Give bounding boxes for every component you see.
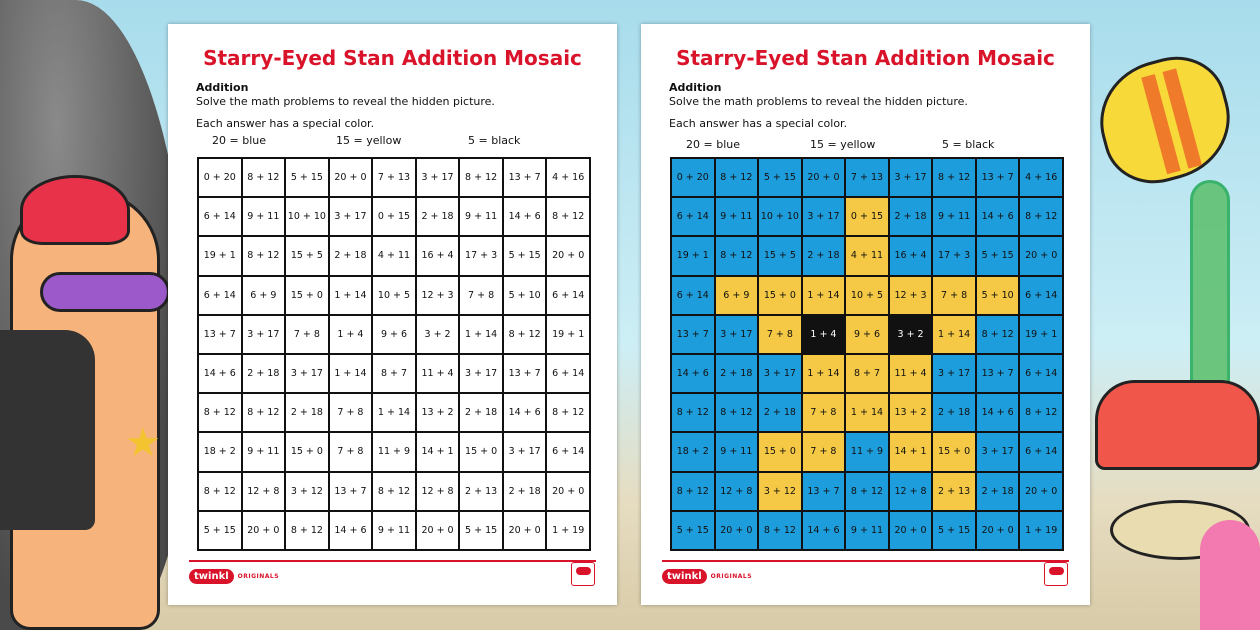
grid-cell: 1 + 14 <box>329 354 373 393</box>
instruction-text: Solve the math problems to reveal the hidden picture. <box>196 95 495 108</box>
grid-cell: 5 + 10 <box>503 276 547 315</box>
grid-cell: 7 + 8 <box>932 276 976 315</box>
grid-cell: 6 + 14 <box>546 276 590 315</box>
grid-cell: 11 + 4 <box>416 354 460 393</box>
grid-cell: 20 + 0 <box>889 511 933 550</box>
grid-cell: 3 + 17 <box>932 354 976 393</box>
grid-cell: 2 + 18 <box>889 197 933 236</box>
grid-cell: 7 + 13 <box>372 158 416 197</box>
quality-badge-icon <box>1044 562 1068 586</box>
grid-cell: 3 + 17 <box>242 315 286 354</box>
grid-cell: 2 + 13 <box>459 472 503 511</box>
grid-cell: 6 + 14 <box>546 354 590 393</box>
grid-cell: 14 + 6 <box>802 511 846 550</box>
grid-cell: 18 + 2 <box>671 432 715 471</box>
grid-cell: 7 + 8 <box>285 315 329 354</box>
grid-cell: 13 + 7 <box>198 315 242 354</box>
grid-cell: 0 + 20 <box>198 158 242 197</box>
grid-cell: 9 + 11 <box>932 197 976 236</box>
grid-cell: 12 + 8 <box>715 472 759 511</box>
grid-cell: 14 + 6 <box>976 393 1020 432</box>
grid-cell: 14 + 1 <box>889 432 933 471</box>
grid-cell: 11 + 9 <box>372 432 416 471</box>
color-key-0: 20 = blue <box>212 134 266 147</box>
grid-cell: 15 + 0 <box>932 432 976 471</box>
grid-cell: 7 + 8 <box>459 276 503 315</box>
grid-cell: 9 + 11 <box>459 197 503 236</box>
grid-cell: 2 + 18 <box>285 393 329 432</box>
grid-cell: 3 + 17 <box>889 158 933 197</box>
grid-cell: 20 + 0 <box>715 511 759 550</box>
grid-cell: 7 + 8 <box>802 432 846 471</box>
star-necklace-icon: ★ <box>125 420 161 466</box>
grid-cell: 17 + 3 <box>932 236 976 275</box>
seaweed-illustration <box>1190 180 1230 400</box>
twinkl-logo <box>662 567 752 585</box>
grid-cell: 20 + 0 <box>242 511 286 550</box>
grid-cell: 5 + 15 <box>503 236 547 275</box>
grid-cell: 9 + 11 <box>845 511 889 550</box>
grid-cell: 13 + 7 <box>671 315 715 354</box>
grid-cell: 9 + 11 <box>715 197 759 236</box>
grid-cell: 20 + 0 <box>1019 472 1063 511</box>
worksheet-title: Starry-Eyed Stan Addition Mosaic <box>203 46 582 70</box>
brand-name: twinkl <box>189 569 234 584</box>
grid-cell: 2 + 18 <box>416 197 460 236</box>
grid-cell: 14 + 6 <box>198 354 242 393</box>
grid-cell: 1 + 14 <box>329 276 373 315</box>
grid-cell: 7 + 8 <box>329 393 373 432</box>
grid-cell: 15 + 0 <box>758 432 802 471</box>
grid-cell: 8 + 12 <box>459 158 503 197</box>
grid-cell: 2 + 13 <box>932 472 976 511</box>
grid-cell: 5 + 10 <box>976 276 1020 315</box>
brand-sub: ORIGINALS <box>237 572 280 580</box>
grid-cell: 8 + 12 <box>715 236 759 275</box>
grid-cell: 14 + 1 <box>416 432 460 471</box>
brand-sub: ORIGINALS <box>710 572 753 580</box>
color-key-0: 20 = blue <box>686 138 740 151</box>
grid-cell: 13 + 7 <box>503 158 547 197</box>
worksheet-title: Starry-Eyed Stan Addition Mosaic <box>676 46 1055 70</box>
worksheet-colored <box>641 24 1090 605</box>
grid-cell: 5 + 15 <box>932 511 976 550</box>
footer-divider <box>189 560 596 562</box>
grid-cell: 20 + 0 <box>416 511 460 550</box>
grid-cell: 6 + 14 <box>1019 276 1063 315</box>
grid-cell: 3 + 17 <box>416 158 460 197</box>
grid-cell: 12 + 3 <box>416 276 460 315</box>
grid-cell: 0 + 15 <box>845 197 889 236</box>
grid-cell: 8 + 12 <box>546 197 590 236</box>
grid-cell: 3 + 12 <box>758 472 802 511</box>
grid-cell: 4 + 11 <box>372 236 416 275</box>
grid-cell: 9 + 6 <box>372 315 416 354</box>
grid-cell: 13 + 2 <box>889 393 933 432</box>
grid-cell: 11 + 9 <box>845 432 889 471</box>
grid-cell: 14 + 6 <box>503 393 547 432</box>
grid-cell: 15 + 0 <box>285 276 329 315</box>
footer-divider <box>662 560 1069 562</box>
grid-cell: 8 + 12 <box>715 158 759 197</box>
mosaic-grid <box>670 157 1064 551</box>
grid-cell: 8 + 12 <box>1019 393 1063 432</box>
grid-cell: 17 + 3 <box>459 236 503 275</box>
grid-cell: 12 + 8 <box>416 472 460 511</box>
grid-cell: 3 + 17 <box>329 197 373 236</box>
grid-cell: 11 + 4 <box>889 354 933 393</box>
grid-cell: 8 + 12 <box>242 393 286 432</box>
grid-cell: 14 + 6 <box>329 511 373 550</box>
grid-cell: 8 + 12 <box>932 158 976 197</box>
grid-cell: 9 + 11 <box>242 197 286 236</box>
grid-cell: 5 + 15 <box>285 158 329 197</box>
grid-cell: 20 + 0 <box>546 472 590 511</box>
grid-cell: 1 + 14 <box>459 315 503 354</box>
grid-cell: 3 + 12 <box>285 472 329 511</box>
grid-cell: 6 + 9 <box>242 276 286 315</box>
grid-cell: 8 + 12 <box>845 472 889 511</box>
grid-cell: 8 + 7 <box>845 354 889 393</box>
grid-cell: 9 + 11 <box>242 432 286 471</box>
grid-cell: 1 + 14 <box>932 315 976 354</box>
grid-cell: 2 + 18 <box>459 393 503 432</box>
grid-cell: 12 + 3 <box>889 276 933 315</box>
grid-cell: 1 + 4 <box>802 315 846 354</box>
grid-cell: 8 + 12 <box>285 511 329 550</box>
grid-cell: 6 + 14 <box>1019 354 1063 393</box>
character-sunglasses <box>40 272 170 312</box>
color-key-1: 15 = yellow <box>336 134 402 147</box>
instruction-text-2: Each answer has a special color. <box>669 117 848 130</box>
grid-cell: 12 + 8 <box>242 472 286 511</box>
worksheet-blank <box>168 24 617 605</box>
grid-cell: 15 + 5 <box>758 236 802 275</box>
grid-cell: 13 + 7 <box>976 354 1020 393</box>
grid-cell: 14 + 6 <box>503 197 547 236</box>
grid-cell: 12 + 8 <box>889 472 933 511</box>
brand-name: twinkl <box>662 569 707 584</box>
grid-cell: 8 + 12 <box>242 158 286 197</box>
grid-cell: 8 + 12 <box>372 472 416 511</box>
grid-cell: 6 + 14 <box>1019 432 1063 471</box>
grid-cell: 0 + 15 <box>372 197 416 236</box>
grid-cell: 2 + 18 <box>242 354 286 393</box>
grid-cell: 3 + 17 <box>715 315 759 354</box>
grid-cell: 20 + 0 <box>329 158 373 197</box>
grid-cell: 7 + 8 <box>758 315 802 354</box>
grid-cell: 15 + 5 <box>285 236 329 275</box>
grid-cell: 2 + 18 <box>503 472 547 511</box>
grid-cell: 2 + 18 <box>932 393 976 432</box>
grid-cell: 1 + 14 <box>802 276 846 315</box>
grid-cell: 16 + 4 <box>889 236 933 275</box>
grid-cell: 8 + 12 <box>503 315 547 354</box>
grid-cell: 14 + 6 <box>976 197 1020 236</box>
grid-cell: 8 + 12 <box>1019 197 1063 236</box>
grid-cell: 1 + 19 <box>546 511 590 550</box>
grid-cell: 2 + 18 <box>802 236 846 275</box>
grid-cell: 3 + 17 <box>758 354 802 393</box>
grid-cell: 5 + 15 <box>671 511 715 550</box>
grid-cell: 14 + 6 <box>671 354 715 393</box>
grid-cell: 5 + 15 <box>459 511 503 550</box>
grid-cell: 16 + 4 <box>416 236 460 275</box>
grid-cell: 13 + 2 <box>416 393 460 432</box>
instruction-text-2: Each answer has a special color. <box>196 117 375 130</box>
grid-cell: 10 + 10 <box>758 197 802 236</box>
grid-cell: 13 + 7 <box>329 472 373 511</box>
grid-cell: 3 + 17 <box>285 354 329 393</box>
grid-cell: 1 + 14 <box>372 393 416 432</box>
mosaic-grid <box>197 157 591 551</box>
worksheet-subtitle: Addition <box>669 81 722 94</box>
grid-cell: 8 + 7 <box>372 354 416 393</box>
fish-illustration <box>1087 45 1244 195</box>
grid-cell: 10 + 10 <box>285 197 329 236</box>
grid-cell: 8 + 12 <box>198 393 242 432</box>
grid-cell: 8 + 12 <box>715 393 759 432</box>
grid-cell: 0 + 20 <box>671 158 715 197</box>
grid-cell: 6 + 9 <box>715 276 759 315</box>
grid-cell: 19 + 1 <box>671 236 715 275</box>
grid-cell: 20 + 0 <box>546 236 590 275</box>
grid-cell: 8 + 12 <box>671 393 715 432</box>
grid-cell: 7 + 8 <box>329 432 373 471</box>
grid-cell: 15 + 0 <box>758 276 802 315</box>
coral-illustration <box>1095 380 1260 470</box>
grid-cell: 10 + 5 <box>372 276 416 315</box>
twinkl-logo <box>189 567 279 585</box>
instruction-text: Solve the math problems to reveal the hidden picture. <box>669 95 968 108</box>
grid-cell: 9 + 6 <box>845 315 889 354</box>
grid-cell: 8 + 12 <box>242 236 286 275</box>
grid-cell: 3 + 2 <box>889 315 933 354</box>
grid-cell: 1 + 14 <box>845 393 889 432</box>
color-key-2: 5 = black <box>942 138 995 151</box>
grid-cell: 1 + 4 <box>329 315 373 354</box>
grid-cell: 3 + 17 <box>503 432 547 471</box>
grid-cell: 1 + 14 <box>802 354 846 393</box>
grid-cell: 2 + 18 <box>715 354 759 393</box>
grid-cell: 19 + 1 <box>1019 315 1063 354</box>
grid-cell: 20 + 0 <box>976 511 1020 550</box>
grid-cell: 8 + 12 <box>546 393 590 432</box>
grid-cell: 20 + 0 <box>1019 236 1063 275</box>
grid-cell: 6 + 14 <box>671 276 715 315</box>
grid-cell: 13 + 7 <box>802 472 846 511</box>
grid-cell: 8 + 12 <box>198 472 242 511</box>
character-jacket <box>0 330 95 530</box>
grid-cell: 4 + 11 <box>845 236 889 275</box>
color-key-1: 15 = yellow <box>810 138 876 151</box>
grid-cell: 6 + 14 <box>671 197 715 236</box>
grid-cell: 13 + 7 <box>503 354 547 393</box>
grid-cell: 1 + 19 <box>1019 511 1063 550</box>
grid-cell: 19 + 1 <box>546 315 590 354</box>
grid-cell: 4 + 16 <box>546 158 590 197</box>
color-key-2: 5 = black <box>468 134 521 147</box>
grid-cell: 13 + 7 <box>976 158 1020 197</box>
grid-cell: 3 + 2 <box>416 315 460 354</box>
grid-cell: 2 + 18 <box>329 236 373 275</box>
grid-cell: 6 + 14 <box>546 432 590 471</box>
grid-cell: 7 + 13 <box>845 158 889 197</box>
grid-cell: 2 + 18 <box>758 393 802 432</box>
grid-cell: 7 + 8 <box>802 393 846 432</box>
grid-cell: 8 + 12 <box>976 315 1020 354</box>
grid-cell: 8 + 12 <box>758 511 802 550</box>
grid-cell: 6 + 14 <box>198 276 242 315</box>
grid-cell: 5 + 15 <box>976 236 1020 275</box>
grid-cell: 15 + 0 <box>285 432 329 471</box>
grid-cell: 3 + 17 <box>976 432 1020 471</box>
grid-cell: 19 + 1 <box>198 236 242 275</box>
grid-cell: 4 + 16 <box>1019 158 1063 197</box>
pink-coral <box>1200 520 1260 630</box>
grid-cell: 15 + 0 <box>459 432 503 471</box>
grid-cell: 18 + 2 <box>198 432 242 471</box>
grid-cell: 8 + 12 <box>671 472 715 511</box>
grid-cell: 5 + 15 <box>198 511 242 550</box>
grid-cell: 9 + 11 <box>715 432 759 471</box>
grid-cell: 20 + 0 <box>503 511 547 550</box>
grid-cell: 3 + 17 <box>802 197 846 236</box>
grid-cell: 6 + 14 <box>198 197 242 236</box>
grid-cell: 9 + 11 <box>372 511 416 550</box>
grid-cell: 3 + 17 <box>459 354 503 393</box>
quality-badge-icon <box>571 562 595 586</box>
grid-cell: 20 + 0 <box>802 158 846 197</box>
worksheet-subtitle: Addition <box>196 81 249 94</box>
grid-cell: 10 + 5 <box>845 276 889 315</box>
grid-cell: 5 + 15 <box>758 158 802 197</box>
character-hair <box>20 175 130 245</box>
grid-cell: 2 + 18 <box>976 472 1020 511</box>
